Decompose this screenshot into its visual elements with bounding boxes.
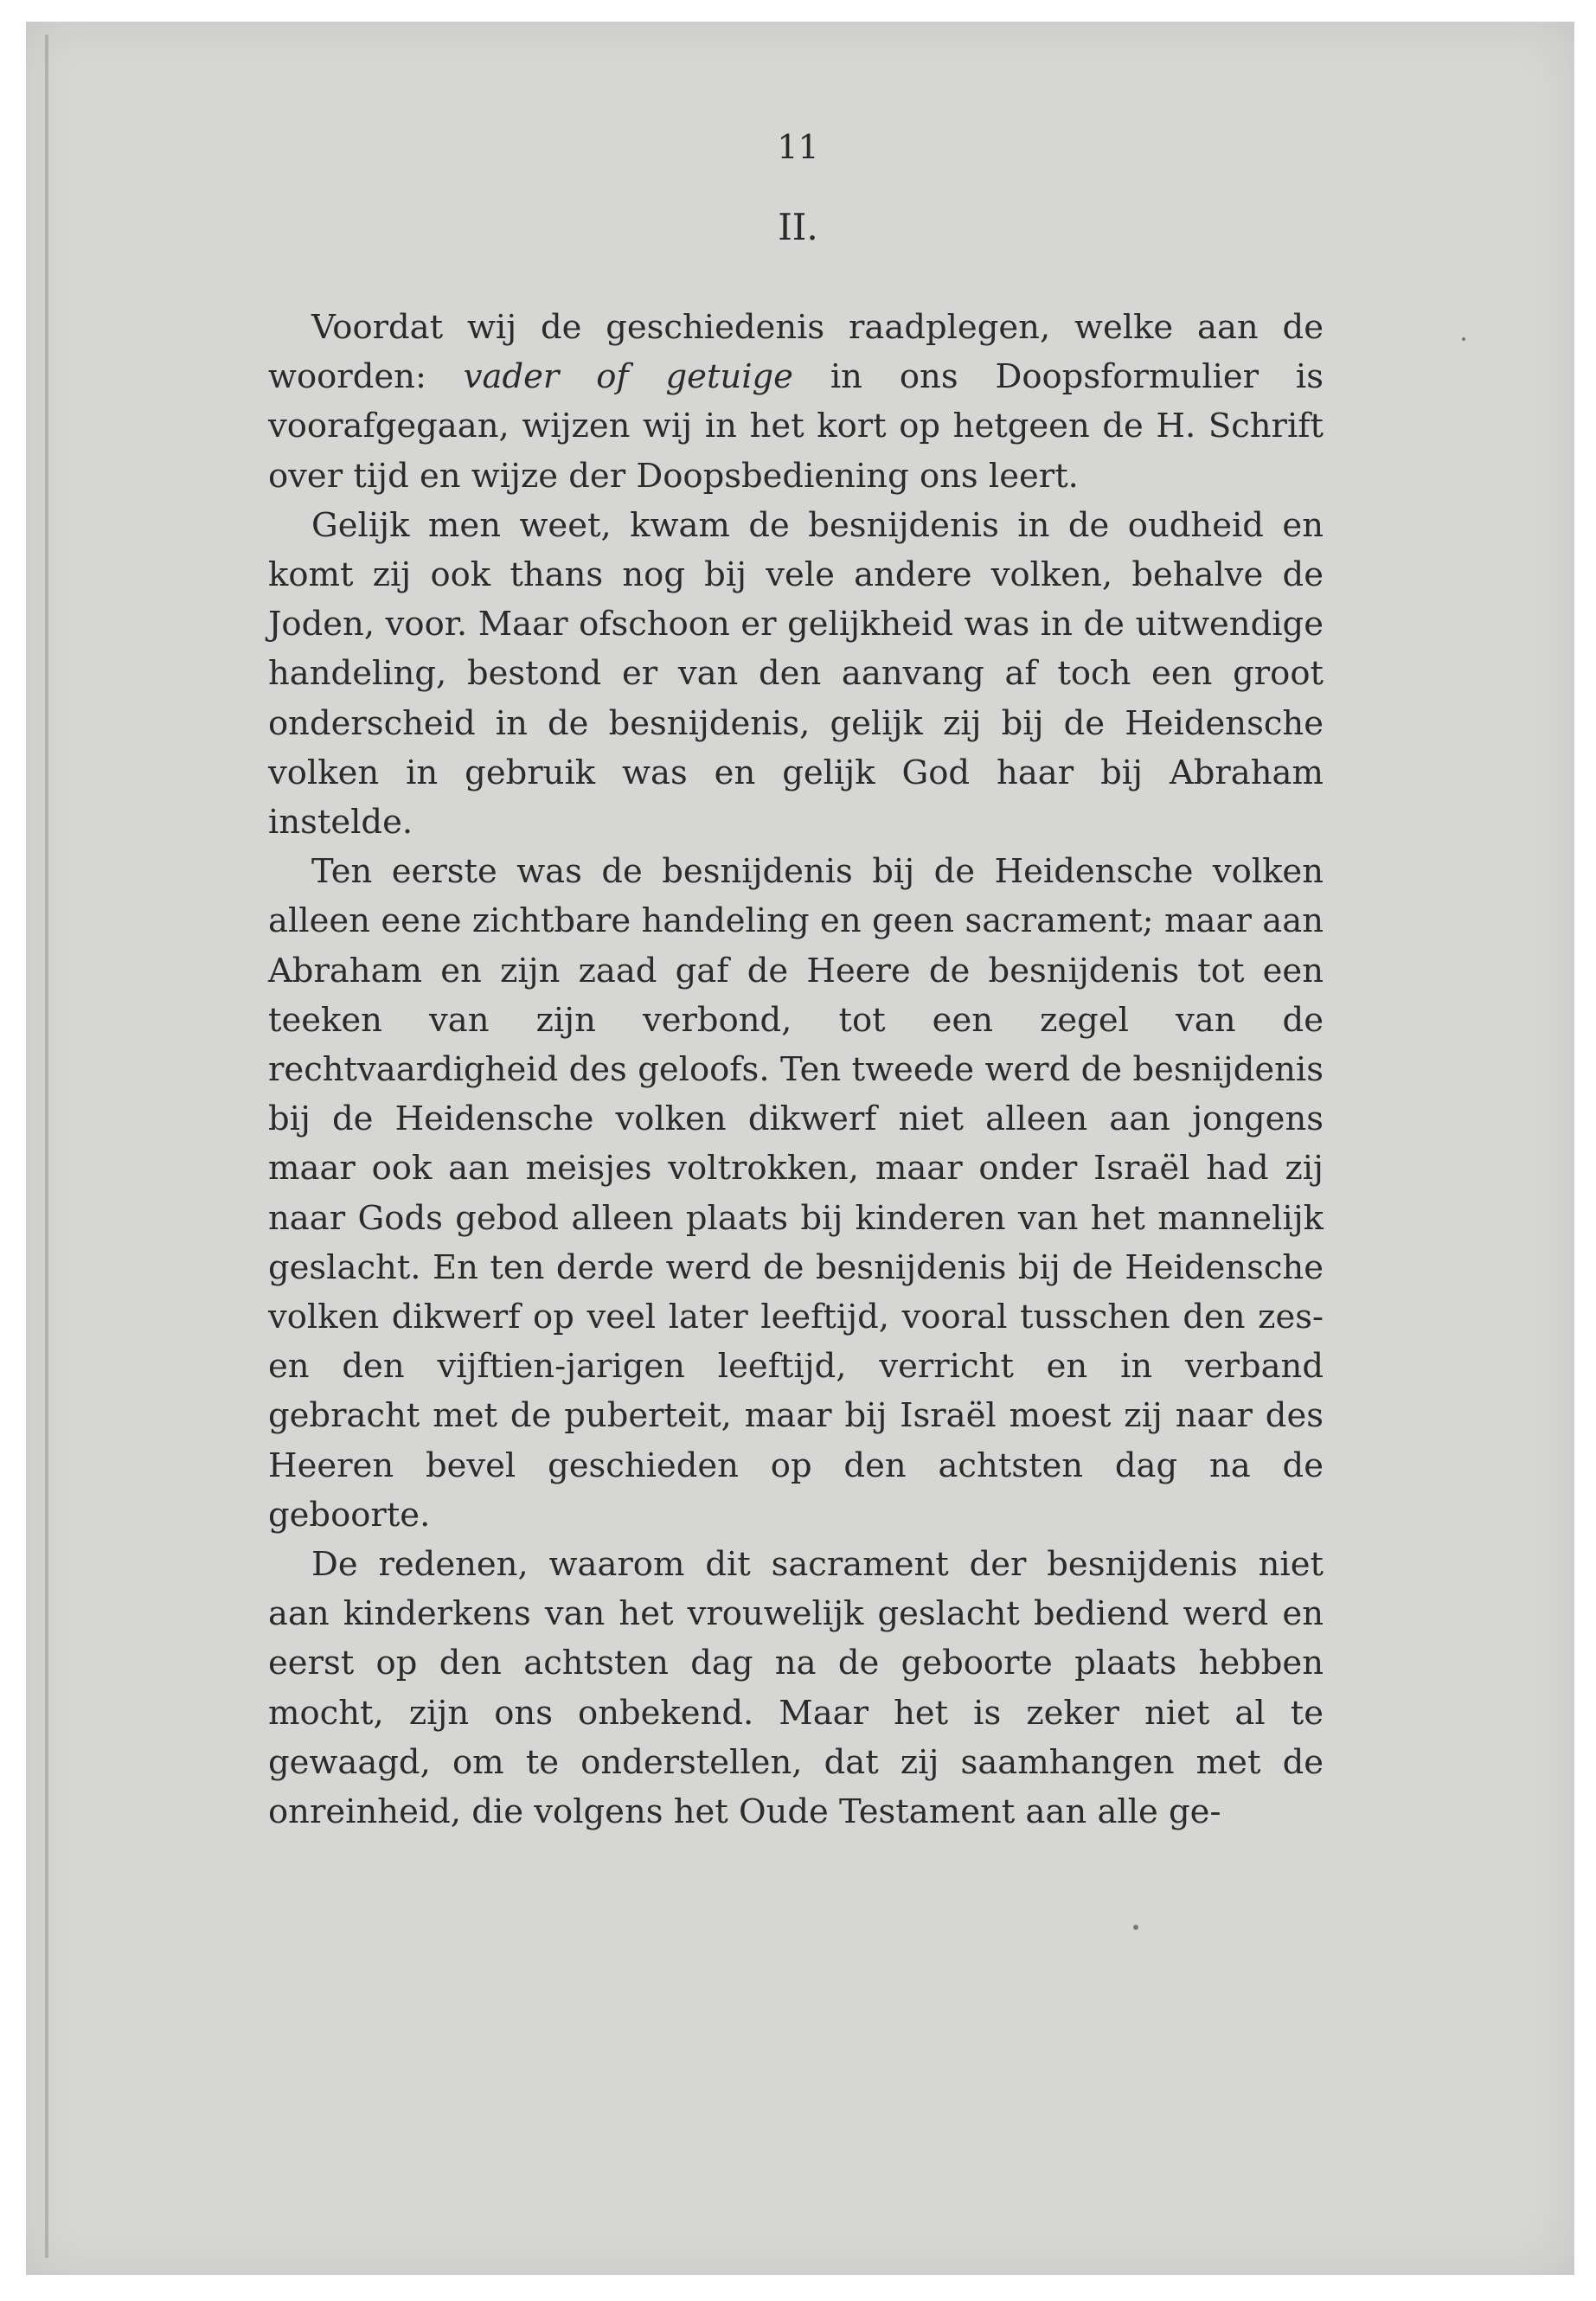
body-text — [268, 303, 1324, 1836]
paragraph-1 — [268, 303, 1324, 501]
page-binding-edge — [45, 35, 48, 2258]
paper-speck — [1133, 1925, 1138, 1930]
paragraph-1-italic: vader of getuige — [463, 357, 793, 397]
paragraph-2: Gelijk men weet, kwam de besnijdenis in de oudheid en komt zij ook thans nog bij vele andere volken, behalve de Joden, voor. Maar ofschoon er gelijkheid was in de uitwendige handeling, bestond er van den aanvang af toch een groot onderscheid in de besnijdenis, gelijk zij bij de Heidensche volken in gebruik was en gelijk God haar bij Abraham instelde. — [268, 505, 1324, 843]
paragraph-1-after: in ons Doopsformulier is voorafgegaan, wijzen wij in het kort op hetgeen de H. Schrift over tijd en wijze der Doopsbediening ons leert. — [268, 357, 1324, 496]
paragraph-3: Ten eerste was de besnijdenis bij de Heidensche volken alleen eene zichtbare handeling en geen sacrament; maar aan Abraham en zijn zaad gaf de Heere de besnijdenis tot een teeken van zijn verbond, tot een zegel van de rechtvaardigheid des geloofs. Ten tweede werd de besnijdenis bij de Heidensche volken dikwerf niet alleen aan jongens maar ook aan meisjes voltrokken, maar onder Israël had zij naar Gods gebod alleen plaats bij kinderen van het mannelijk geslacht. En ten derde werd de besnijdenis bij de Heidensche volken dikwerf op veel later leeftijd, vooral tusschen den zes- en den vijftien-jarigen leeftijd, verricht en in verband gebracht met de puberteit, maar bij Israël moest zij naar des Heeren bevel geschieden op den achtsten dag na de geboorte. — [268, 852, 1324, 1535]
paragraph-4: De redenen, waarom dit sacrament der besnijdenis niet aan kinderkens van het vrouwelijk geslacht bediend werd en eerst op den achtsten dag na de geboorte plaats hebben mocht, zijn ons onbekend. Maar het is zeker niet al te gewaagd, om te onderstellen, dat zij saamhangen met de onreinheid, die volgens het Oude Testament aan alle ge- — [268, 1545, 1324, 1832]
section-heading: II. — [778, 206, 818, 248]
paper-speck — [1462, 337, 1465, 341]
page-number: 11 — [777, 128, 819, 166]
paragraph-1-before: Voordat wij de geschiedenis raadplegen, welke aan de woorden: — [268, 308, 1324, 397]
